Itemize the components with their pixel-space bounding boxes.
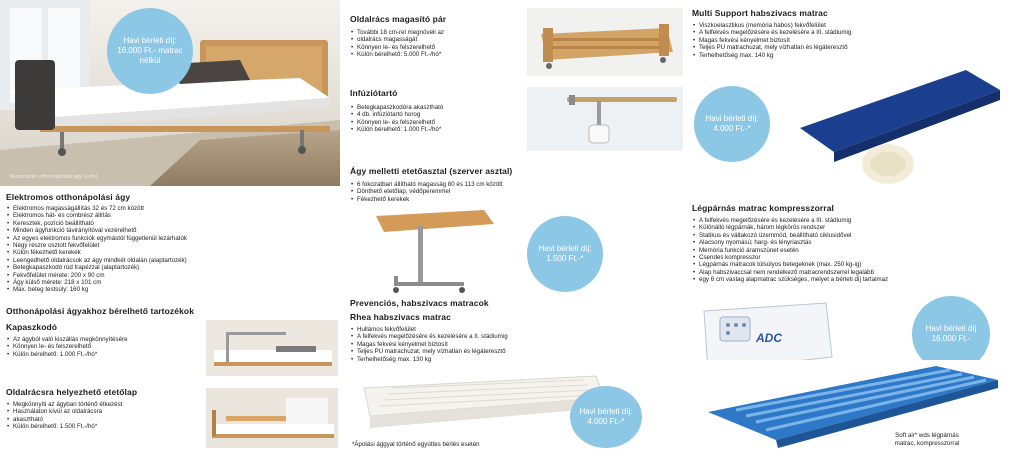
list-item: • Terhelhetőség max. 130 kg — [350, 356, 680, 363]
list-item: • Külön bérelhető: 1.500 Ft.-/hó* — [6, 423, 206, 430]
oldalracs-photo — [527, 8, 683, 76]
infuziotarto-list — [350, 104, 520, 134]
list-item: • Memória funkció áramszünet esetén — [692, 247, 1018, 254]
list-item: • Fékezhető kerekek — [350, 196, 680, 203]
kapaszkodo-title: Kapaszkodó — [6, 322, 58, 332]
multi-support-photo — [796, 66, 1002, 198]
list-item: • Alap habszivaccsal nem rendelkező matracrendszerrel legalább — [692, 269, 1018, 276]
etetoasztal-section — [350, 166, 680, 203]
tartozekok-section — [6, 306, 336, 316]
legparnas-list — [692, 217, 1018, 284]
list-item: • 6 fokozatban állítható magasság 80 és 113 cm között — [350, 181, 680, 188]
softair-caption-line-1: Soft air* wds légpárnás — [895, 432, 959, 439]
tartozekok-title: Otthonápolási ágyakhoz bérelhető tartozékok — [6, 306, 195, 316]
price-bubble-rhea: Havi bérleti díj: 4.000 Ft.-* — [570, 386, 642, 448]
prevencios-title: Prevenciós, habszivacs matracok — [350, 298, 489, 308]
list-item: • Fekvőfelület mérete: 200 x 90 cm — [6, 272, 336, 279]
prevencios-section — [350, 298, 680, 308]
list-item: • Négy részre osztott fekvőfelület — [6, 242, 336, 249]
list-item: • Leengedhető oldalrácsok az ágy mindkét oldalán (alaptartozék) — [6, 257, 336, 264]
list-item: • akasztható — [6, 416, 206, 423]
kapaszkodo-section — [6, 322, 206, 358]
kapaszkodo-list — [6, 336, 206, 358]
list-item: • Viszkoelasztikus (memória habos) fekvőfelület — [692, 22, 1017, 29]
multi-support-title: Multi Support habszivacs matrac — [692, 8, 828, 18]
price-bubble-etetoasztal: Havi bérleti díj: 1.500 Ft.-* — [527, 216, 603, 292]
legparnas-section — [692, 203, 1018, 284]
list-item: • Dönthető etetőlap, védőperemmel — [350, 188, 680, 195]
etetolap-list — [6, 401, 206, 431]
list-item: • Max. beteg testsúly: 160 kg — [6, 286, 336, 293]
elektromos-agy-list — [6, 205, 336, 294]
list-item: • Könnyen le- és felszerelhető — [6, 343, 206, 350]
list-item: • További 18 cm-rel megnöveli az — [350, 29, 520, 36]
photo-caption: Illusztráció: otthonápolási ágy (Lido) — [10, 174, 98, 180]
oldalracs-magasito-title: Oldalrács magasító pár — [350, 14, 447, 24]
etetolap-section — [6, 387, 206, 431]
list-item: • Elektromos magasságállítás 32 és 72 cm között — [6, 205, 336, 212]
list-item: • Betegkapaszkodó rúd trapézzal (alaptartozék) — [6, 264, 336, 271]
compressor-logo: ADC — [756, 331, 782, 345]
list-item: • Teljes PU matrachuzat, mely vízhatlan és légáteresztő — [692, 44, 1017, 51]
list-item: • Magas fekvési kényelmet biztosít — [350, 341, 680, 348]
list-item: • Külön bérelhető: 5.000 Ft.-/hó* — [350, 51, 520, 58]
oldalracs-magasito-list — [350, 29, 520, 59]
list-item: • Használaton kívül az oldalrácsra — [6, 408, 206, 415]
list-item: • Megkönnyíti az ágyban történő étkezést — [6, 401, 206, 408]
footnote: *Ápolási ággyal történő együttes bérlés esetén — [352, 441, 480, 448]
softair-caption — [872, 432, 982, 447]
kapaszkodo-photo — [206, 320, 338, 376]
elektromos-agy-title: Elektromos otthonápolási ágy — [6, 192, 131, 202]
list-item: • Elektromos hát- és combrész állítás — [6, 212, 336, 219]
rhea-title: Rhea habszivacs matrac — [350, 312, 451, 322]
list-item: • Külön bérelhető: 1.000 Ft.-/hó* — [6, 351, 206, 358]
elektromos-agy-section — [6, 192, 336, 294]
price-bubble-elektromos-agy: Havi bérleti díj: 16.000 Ft.- matrac nélkül — [107, 8, 193, 94]
price-bubble-kompresszor: Havi bérleti díj 16.000 Ft.- — [912, 296, 990, 372]
list-item: • Csendes kompresszor — [692, 254, 1018, 261]
list-item: • Külön bérelhető: 1.000 Ft.-/hó* — [350, 126, 520, 133]
list-item: • Az egyes elektromos funkciók egymástól függetlenül lezárhatók — [6, 235, 336, 242]
list-item: • Hullámos fekvőfelület — [350, 326, 680, 333]
etetoasztal-title: Ágy melletti etetőasztal (szerver asztal) — [350, 166, 513, 176]
multi-support-list — [692, 22, 1017, 59]
list-item: • Könnyen le- és felszerelhető — [350, 44, 520, 51]
list-item: • Alacsony nyomású; harg- és lényriasztás — [692, 239, 1018, 246]
etetolap-photo — [206, 388, 338, 448]
list-item: • Az ágyból való kiszállás megkönnyítésére — [6, 336, 206, 343]
list-item: • Minden ágyfunkció távirányítóval vezérelhető — [6, 227, 336, 234]
list-item: • Magas fekvési kényelmet biztosít — [692, 37, 1017, 44]
list-item: • Teljes PU matrachuzat, mely vízhatlan és légáteresztő — [350, 348, 680, 355]
rhea-section — [350, 312, 680, 363]
list-item: • A felfekvés megelőzésére és kezelésére a III. stádiumig — [692, 29, 1017, 36]
list-item: • oldalrács magasságát — [350, 36, 520, 43]
infuziotarto-photo — [527, 87, 683, 151]
list-item: • Terhelhetőség max. 140 kg — [692, 52, 1017, 59]
list-item: • A felfekvés megelőzésére és kezelésére a III. stádiumig — [692, 217, 1018, 224]
etetolap-title: Oldalrácsra helyezhető etetőlap — [6, 387, 138, 397]
list-item: • Külön fékezhető kerekek — [6, 249, 336, 256]
list-item: • Keresztek, pozíció beállítható — [6, 220, 336, 227]
list-item: • egy 6 cm vastag alapmatrac szükséges, melyet a bérleti díj tartalmaz — [692, 276, 1018, 283]
list-item: • 4 db. infúziótartó horog — [350, 111, 520, 118]
multi-support-section — [692, 8, 1017, 59]
list-item: • Légpárnás matracok túlsúlyos betegeknek (max. 250 kg-ig) — [692, 261, 1018, 268]
infuziotarto-section — [350, 88, 520, 134]
list-item: • Statikus és váltakozó üzemmód, beállítható ciklusidővel — [692, 232, 1018, 239]
list-item: • Ágy külső mérete: 218 x 101 cm — [6, 279, 336, 286]
list-item: • Könnyen le- és felszerelhető — [350, 119, 520, 126]
list-item: • Betegkapaszkodóra akasztható — [350, 104, 520, 111]
oldalracs-magasito-section — [350, 14, 520, 59]
infuziotarto-title: Infúziótartó — [350, 88, 398, 98]
rhea-list — [350, 326, 680, 363]
etetoasztal-list — [350, 181, 680, 203]
price-bubble-multi-support: Havi bérleti díj: 4.000 Ft.-* — [694, 86, 770, 162]
list-item: • Különálló légpárnák, három légkörös rendszer — [692, 224, 1018, 231]
list-item: • A felfekvés megelőzésére és kezelésére a II. stádiumig — [350, 333, 680, 340]
softair-caption-line-2: matrac, kompresszorral — [894, 439, 960, 447]
etetoasztal-photo — [366, 206, 501, 296]
legparnas-title: Légpárnás matrac kompresszorral — [692, 203, 834, 213]
